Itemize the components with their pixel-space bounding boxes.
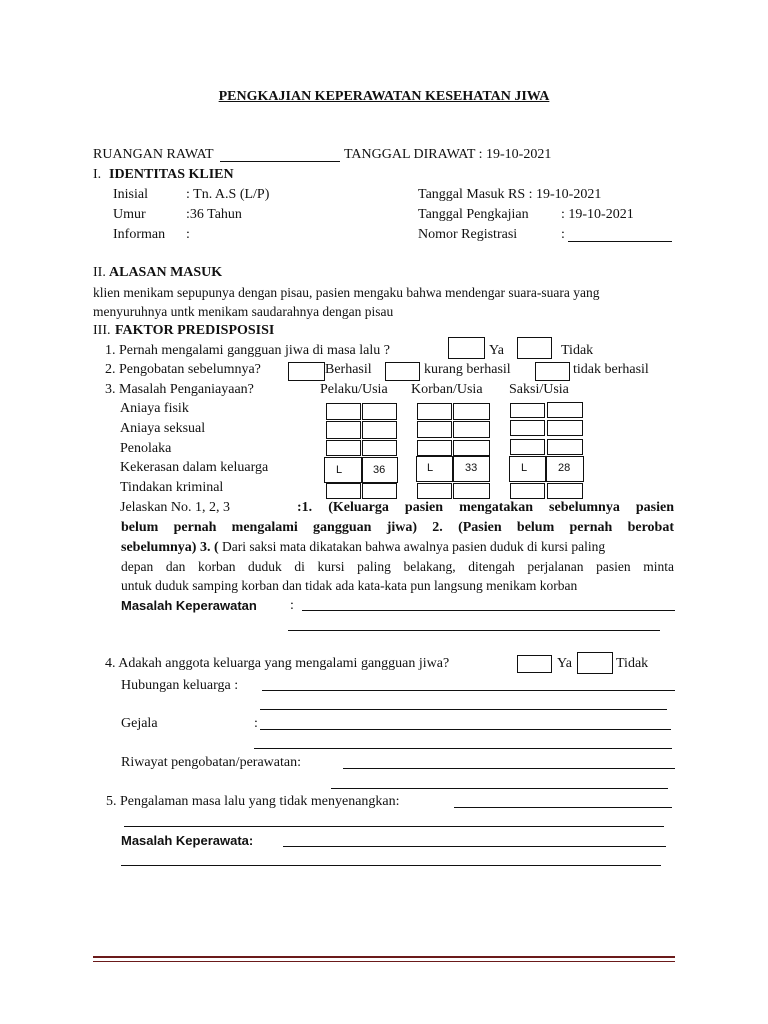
masalah-keperawatan-2-field-1[interactable]: [283, 846, 666, 847]
informan-label: Informan: [113, 227, 166, 242]
umur-label: Umur: [113, 207, 146, 222]
aniaya-fisik-korban-jk[interactable]: [417, 403, 452, 420]
penolaka-korban-jk[interactable]: [417, 440, 452, 456]
informan-value: :: [186, 227, 190, 242]
kdrt-saksi-usia[interactable]: 28: [546, 456, 584, 482]
q2-tidak-berhasil-checkbox[interactable]: [535, 362, 570, 381]
q1-ya-checkbox[interactable]: [448, 337, 485, 359]
nomor-registrasi-label: Nomor Registrasi: [418, 227, 518, 242]
q1-tidak-checkbox[interactable]: [517, 337, 552, 359]
pengalaman-field-1[interactable]: [454, 807, 672, 808]
alasan-text-line1: klien menikam sepupunya dengan pisau, pasien mengaku bahwa mendengar suara-suara yang: [93, 285, 600, 300]
aniaya-seksual-saksi-usia[interactable]: [547, 420, 583, 436]
kdrt-saksi-jk[interactable]: L: [509, 456, 546, 482]
riwayat-pengobatan-field-1[interactable]: [343, 768, 675, 769]
tanggal-dirawat: TANGGAL DIRAWAT : 19-10-2021: [344, 147, 552, 162]
aniaya-seksual-korban-usia[interactable]: [453, 421, 490, 438]
kriminal-pelaku-jk[interactable]: [326, 483, 361, 499]
alasan-text-line2: menyuruhnya untk menikam saudarahnya dengan pisau: [93, 304, 394, 319]
row-tindakan-kriminal: Tindakan kriminal: [120, 480, 224, 495]
q2-kurang-berhasil-checkbox[interactable]: [385, 362, 420, 381]
gejala-colon: :: [254, 716, 258, 731]
page-title: PENGKAJIAN KEPERAWATAN KESEHATAN JIWA: [218, 89, 550, 104]
q4-tidak-checkbox[interactable]: [577, 652, 613, 674]
aniaya-fisik-saksi-jk[interactable]: [510, 403, 545, 418]
question-1: 1. Pernah mengalami gangguan jiwa di masa lalu ?: [105, 343, 390, 358]
masalah-keperawatan-field-1[interactable]: [302, 610, 675, 611]
row-aniaya-seksual: Aniaya seksual: [120, 421, 206, 436]
jelaskan-line2: belum pernah mengalami gangguan jiwa) 2. (Pasien belum pernah berobat: [121, 520, 674, 535]
aniaya-fisik-pelaku-jk[interactable]: [326, 403, 361, 420]
aniaya-seksual-saksi-jk[interactable]: [510, 420, 545, 436]
aniaya-fisik-saksi-usia[interactable]: [547, 402, 583, 418]
q1-tidak-label: Tidak: [561, 343, 594, 358]
riwayat-pengobatan-label: Riwayat pengobatan/perawatan:: [121, 755, 301, 770]
q2-berhasil-label: Berhasil: [325, 362, 372, 377]
kdrt-pelaku-usia[interactable]: 36: [362, 457, 398, 483]
jelaskan-line4: depan dan korban duduk di kursi paling belakang, ditengah perjalanan pasien minta: [121, 559, 674, 574]
kdrt-pelaku-jk[interactable]: L: [324, 457, 362, 483]
column-korban-usia: Korban/Usia: [411, 382, 483, 397]
umur-value: :36 Tahun: [186, 207, 242, 222]
jelaskan-line1: :1. (Keluarga pasien mengatakan sebelumnya pasien: [297, 500, 674, 515]
q1-ya-label: Ya: [489, 343, 504, 358]
kdrt-korban-jk[interactable]: L: [416, 456, 453, 482]
question-3: 3. Masalah Penganiayaan?: [105, 382, 254, 397]
q4-tidak-label: Tidak: [616, 656, 649, 671]
inisial-value: : Tn. A.S (L/P): [186, 187, 270, 202]
gejala-label: Gejala: [121, 716, 158, 731]
row-kekerasan-dalam-keluarga: Kekerasan dalam keluarga: [120, 460, 269, 475]
nomor-registrasi-field[interactable]: [568, 241, 672, 242]
aniaya-fisik-korban-usia[interactable]: [453, 403, 490, 420]
section-identitas-number: I.: [93, 167, 102, 182]
q2-berhasil-checkbox[interactable]: [288, 362, 325, 381]
q4-ya-checkbox[interactable]: [517, 655, 552, 673]
section-faktor-heading: FAKTOR PREDISPOSISI: [115, 323, 275, 338]
jelaskan-line3: [121, 539, 605, 556]
row-aniaya-fisik: Aniaya fisik: [120, 401, 189, 416]
jelaskan-line5: untuk duduk samping korban dan tidak ada kata-kata pun langsung menikam korban: [121, 578, 578, 593]
ruangan-rawat-label: RUANGAN RAWAT: [93, 147, 214, 162]
section-faktor-number: III.: [93, 323, 111, 338]
kriminal-korban-jk[interactable]: [417, 483, 452, 499]
section-alasan-number: II.: [93, 265, 106, 280]
penolaka-korban-usia[interactable]: [453, 440, 490, 456]
pengalaman-field-2[interactable]: [124, 826, 664, 827]
tanggal-masuk-rs: Tanggal Masuk RS : 19-10-2021: [418, 187, 602, 202]
footer-rule: [93, 956, 675, 962]
masalah-keperawatan-2-label: Masalah Keperawata:: [121, 833, 254, 848]
kriminal-saksi-jk[interactable]: [510, 483, 545, 499]
jelaskan-line3-bold: sebelumnya) 3. (: [121, 540, 219, 555]
row-penolaka: Penolaka: [120, 441, 172, 456]
aniaya-seksual-pelaku-usia[interactable]: [362, 421, 397, 439]
column-pelaku-usia: Pelaku/Usia: [320, 382, 388, 397]
q2-kurang-berhasil-label: kurang berhasil: [424, 362, 511, 377]
jelaskan-line3-rest: Dari saksi mata dikatakan bahwa awalnya pasien duduk di kursi paling: [218, 539, 606, 554]
q2-tidak-berhasil-label: tidak berhasil: [573, 362, 649, 377]
penolaka-saksi-jk[interactable]: [510, 439, 545, 455]
penolaka-saksi-usia[interactable]: [547, 439, 583, 455]
masalah-keperawatan-colon: :: [290, 598, 294, 613]
masalah-keperawatan-label: Masalah Keperawatan: [121, 598, 257, 613]
kriminal-pelaku-usia[interactable]: [362, 483, 397, 499]
nomor-registrasi-colon: :: [561, 227, 565, 242]
penolaka-pelaku-usia[interactable]: [362, 440, 397, 456]
aniaya-fisik-pelaku-usia[interactable]: [362, 403, 397, 420]
section-identitas-heading: IDENTITAS KLIEN: [109, 167, 234, 182]
inisial-label: Inisial: [113, 187, 148, 202]
tanggal-pengkajian-value: : 19-10-2021: [561, 207, 634, 222]
question-4: 4. Adakah anggota keluarga yang mengalami gangguan jiwa?: [105, 656, 450, 671]
q4-ya-label: Ya: [557, 656, 572, 671]
hubungan-keluarga-field-2[interactable]: [260, 709, 667, 710]
kdrt-korban-usia[interactable]: 33: [453, 456, 490, 482]
penolaka-pelaku-jk[interactable]: [326, 440, 361, 456]
column-saksi-usia: Saksi/Usia: [509, 382, 569, 397]
aniaya-seksual-pelaku-jk[interactable]: [326, 421, 361, 439]
hubungan-keluarga-field-1[interactable]: [262, 690, 675, 691]
jelaskan-label: Jelaskan No. 1, 2, 3: [120, 500, 231, 515]
kriminal-saksi-usia[interactable]: [547, 483, 583, 499]
ruangan-rawat-field[interactable]: [220, 161, 340, 162]
tanggal-pengkajian-label: Tanggal Pengkajian: [418, 207, 529, 222]
section-alasan-heading: ALASAN MASUK: [109, 265, 223, 280]
gejala-field-2[interactable]: [254, 748, 672, 749]
question-2: 2. Pengobatan sebelumnya?: [105, 362, 261, 377]
kriminal-korban-usia[interactable]: [453, 483, 490, 499]
gejala-field-1[interactable]: [260, 729, 671, 730]
masalah-keperawatan-2-field-2[interactable]: [121, 865, 661, 866]
question-5: 5. Pengalaman masa lalu yang tidak menyenangkan:: [106, 794, 400, 809]
masalah-keperawatan-field-2[interactable]: [288, 630, 660, 631]
hubungan-keluarga-label: Hubungan keluarga :: [121, 678, 239, 693]
aniaya-seksual-korban-jk[interactable]: [417, 421, 452, 438]
riwayat-pengobatan-field-2[interactable]: [331, 788, 668, 789]
